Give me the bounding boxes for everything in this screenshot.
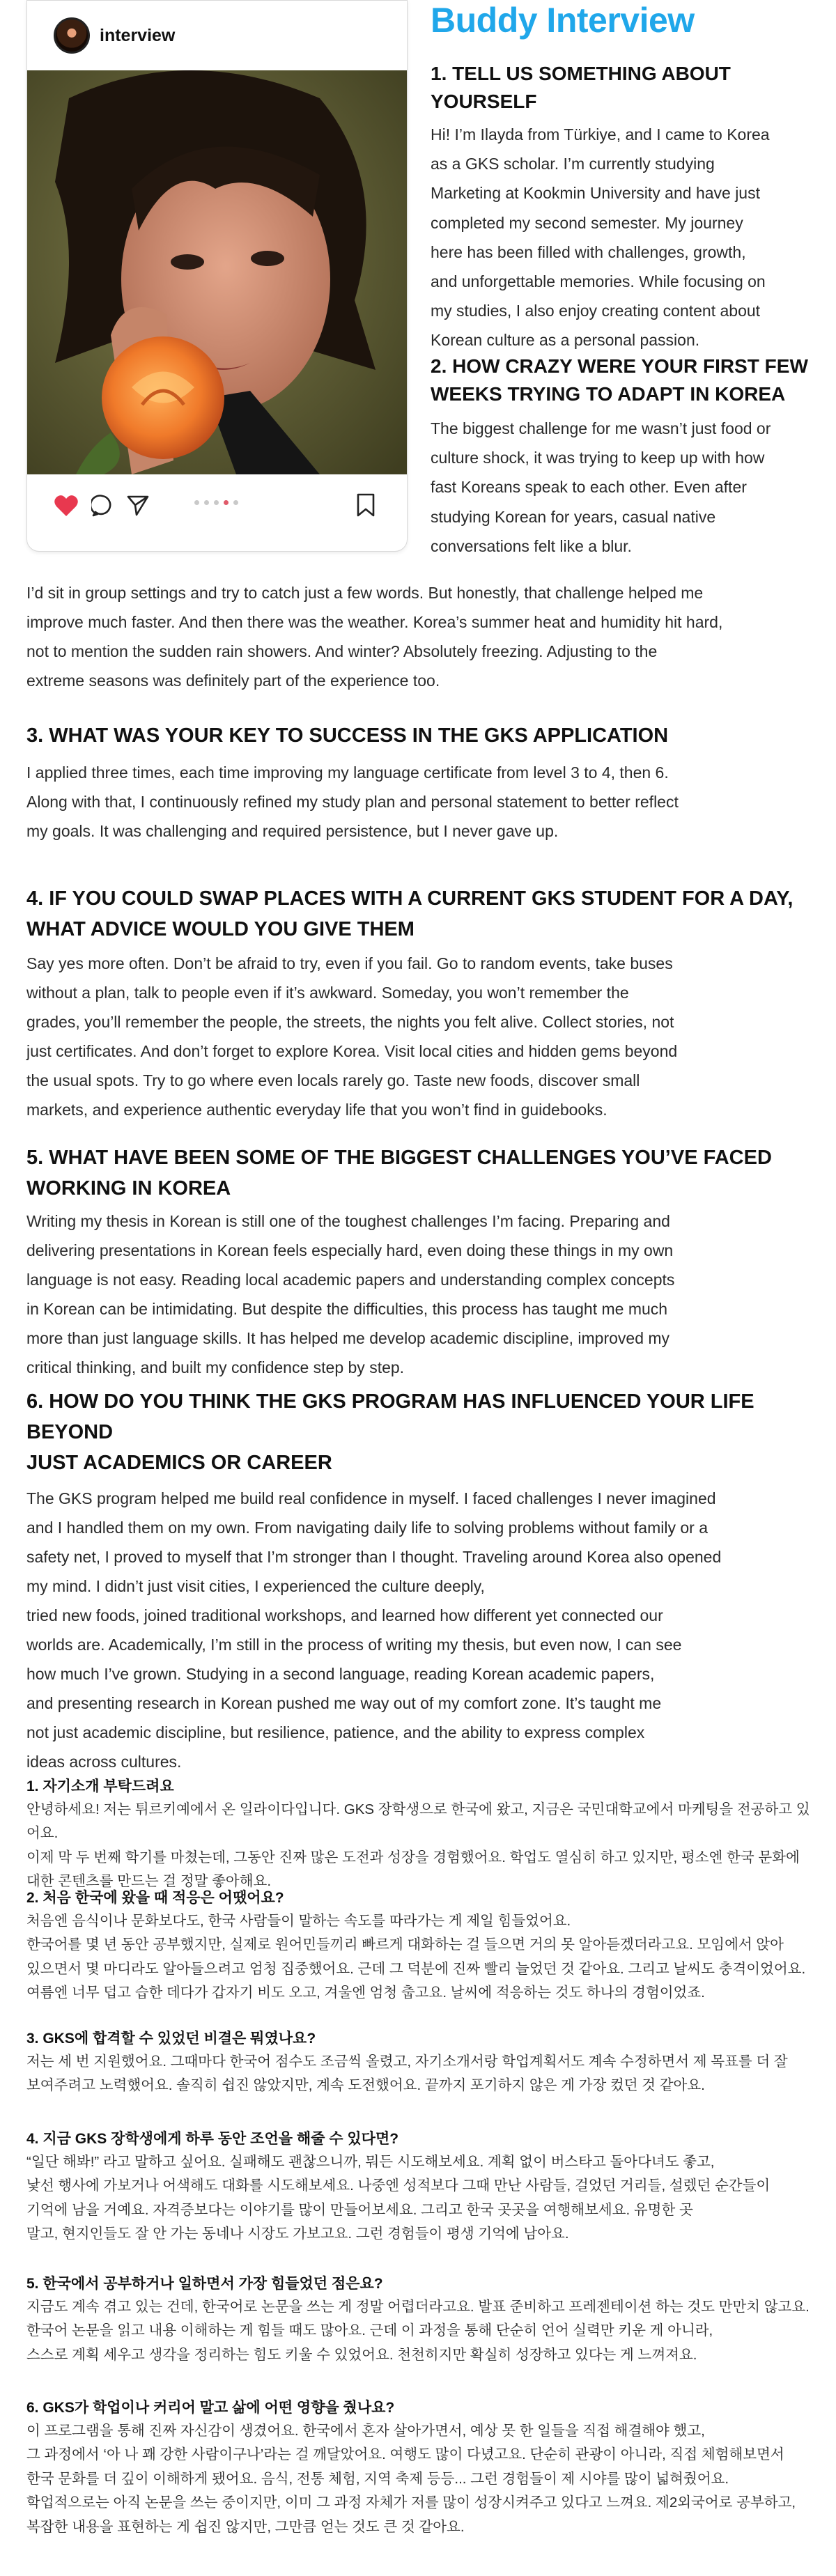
- q6-text-line: my mind. I didn’t just visit cities, I experienced the culture deeply,: [26, 1577, 485, 1595]
- q5-text-line: critical thinking, and built my confidence step by step.: [26, 1358, 405, 1376]
- ko-section-4: [26, 2127, 814, 2247]
- ko-6-text-line: 복잡한 내용을 표현하는 게 쉽진 않지만, 그만큼 얻는 것도 큰 것 같아요.: [26, 2518, 465, 2535]
- q5-heading-line: 5. WHAT HAVE BEEN SOME OF THE BIGGEST CHALLENGES YOU’VE FACED: [26, 1147, 772, 1169]
- section-q1: [431, 60, 821, 355]
- q2-heading-line: WEEKS TRYING TO ADAPT IN KOREA: [431, 383, 786, 405]
- carousel-dot-active[interactable]: [224, 500, 229, 505]
- q1-text-line: Korean culture as a personal passion.: [431, 331, 700, 350]
- page-title: Buddy Interview: [431, 1, 695, 40]
- q1-text-line: here has been filled with challenges, growth,: [431, 242, 746, 261]
- post-header: [27, 1, 407, 70]
- ko-3-heading: 3. GKS에 합격할 수 있었던 비결은 뭐였나요?: [26, 2031, 316, 2047]
- comment-icon[interactable]: [91, 494, 114, 521]
- q2-text-line: I’d sit in group settings and try to catch just a few words. But honestly, that challenge helped me: [26, 584, 704, 602]
- ko-4-text-line: 말고, 현지인들도 잘 안 가는 동네나 시장도 가보고요. 그런 경험들이 평생 기억에 남아요.: [26, 2226, 569, 2242]
- section-q5: [26, 1142, 814, 1382]
- ko-6-heading: 6. GKS가 학업이나 커리어 말고 삶에 어떤 영향을 줬나요?: [26, 2400, 395, 2416]
- q6-text-line: not just academic discipline, but resilience, patience, and the ability to express complex: [26, 1723, 645, 1741]
- ko-1-heading: 1. 자기소개 부탁드려요: [26, 1778, 174, 1794]
- q1-text-line: Hi! I’m Ilayda from Türkiye, and I came to Korea: [431, 125, 770, 143]
- q1-text-line: and unforgettable memories. While focusing on: [431, 272, 766, 291]
- q6-text-line: The GKS program helped me build real confidence in myself. I faced challenges I never imagined: [26, 1489, 716, 1507]
- q3-text-line: Along with that, I continuously refined my study plan and personal statement to better reflect: [26, 793, 679, 811]
- ko-2-text-line: 있으면서 몇 마디라도 알아들으려고 엄청 집중했어요. 근데 그 덕분에 진짜 빨리 늘었던 것 같아요. 그리고 날씨도 충격이었어요.: [26, 1960, 806, 1977]
- q5-text-line: Writing my thesis in Korean is still one of the toughest challenges I’m facing. Preparing and: [26, 1212, 670, 1230]
- q5-text-line: language is not easy. Reading local academic papers and understanding complex concepts: [26, 1271, 675, 1289]
- q2-text-line: improve much faster. And then there was the weather. Korea’s summer heat and humidity hit hard,: [26, 613, 723, 631]
- carousel-dot[interactable]: [233, 500, 238, 505]
- ko-1-text-line: 이제 막 두 번째 학기를 마쳤는데, 그동안 진짜 많은 도전과 성장을 경험했어요. 학업도 열심히 하고 있지만, 평소엔 한국 문화에: [26, 1849, 800, 1865]
- ko-5-text-line: 한국어 논문을 읽고 내용 이해하는 게 힘들 때도 많아요. 근데 이 과정을 통해 단순히 언어 실력만 키운 게 아니라,: [26, 2322, 713, 2339]
- ko-1-text-line: 안녕하세요! 저는 튀르키예에서 온 일라이다입니다. GKS 장학생으로 한국에 왔고, 지금은 국민대학교에서 마케팅을 전공하고 있어요.: [26, 1801, 810, 1842]
- q2-heading-line: 2. HOW CRAZY WERE YOUR FIRST FEW: [431, 355, 808, 377]
- ko-3-text-line: 저는 세 번 지원했어요. 그때마다 한국어 점수도 조금씩 올렸고, 자기소개서랑 학업계획서도 계속 수정하면서 제 목표를 더 잘: [26, 2054, 788, 2070]
- q1-heading: 1. TELL US SOMETHING ABOUT YOURSELF: [431, 63, 731, 112]
- q4-heading-line: WHAT ADVICE WOULD YOU GIVE THEM: [26, 918, 415, 940]
- q5-text-line: in Korean can be intimidating. But despite the difficulties, this process has taught me much: [26, 1300, 668, 1318]
- q6-heading-line: 6. HOW DO YOU THINK THE GKS PROGRAM HAS INFLUENCED YOUR LIFE BEYOND: [26, 1390, 754, 1443]
- ko-5-heading: 5. 한국에서 공부하거나 일하면서 가장 힘들었던 점은요?: [26, 2276, 383, 2292]
- q2-text-line: The biggest challenge for me wasn’t just food or: [431, 419, 771, 437]
- ko-5-text-line: 스스로 계획 세우고 생각을 정리하는 힘도 키울 수 있었어요. 천천히지만 확실히 성장하고 있다는 게 느껴져요.: [26, 2346, 697, 2363]
- ko-2-text-line: 처음엔 음식이나 문화보다도, 한국 사람들이 말하는 속도를 따라가는 게 제일 힘들었어요.: [26, 1913, 571, 1929]
- heart-icon[interactable]: [54, 494, 79, 521]
- q4-text-line: Say yes more often. Don’t be afraid to try, even if you fail. Go to random events, take buses: [26, 954, 673, 972]
- q6-heading-line: JUST ACADEMICS OR CAREER: [26, 1452, 332, 1474]
- section-q2: [431, 352, 821, 561]
- share-icon[interactable]: [126, 493, 150, 520]
- post-photo: [27, 70, 407, 474]
- q6-text-line: ideas across cultures.: [26, 1753, 182, 1771]
- section-q4: [26, 883, 814, 1124]
- q1-text-line: as a GKS scholar. I’m currently studying: [431, 155, 715, 173]
- ko-3-text-line: 보여주려고 노력했어요. 솔직히 쉽진 않았지만, 계속 도전했어요. 끝까지 포기하지 않은 게 가장 컸던 것 같아요.: [26, 2077, 705, 2094]
- post-username[interactable]: interview: [100, 25, 176, 45]
- carousel-dot[interactable]: [204, 500, 209, 505]
- section-q6: [26, 1386, 814, 1776]
- ko-2-text-line: 여름엔 너무 덥고 습한 데다가 갑자기 비도 오고, 겨울엔 엄청 춥고요. 날씨에 적응하는 것도 하나의 경험이었죠.: [26, 1985, 705, 2001]
- q2-text-line: studying Korean for years, casual native: [431, 507, 716, 526]
- q6-text-line: and presenting research in Korean pushed me way out of my comfort zone. It’s taught me: [26, 1694, 662, 1712]
- section-q2-continued: [26, 578, 814, 695]
- q4-text-line: markets, and experience authentic everyday life that you won’t find in guidebooks.: [26, 1101, 607, 1119]
- q2-text-line: culture shock, it was trying to keep up with how: [431, 449, 765, 467]
- q1-text-line: Marketing at Kookmin University and have just: [431, 184, 760, 203]
- carousel-dot[interactable]: [194, 500, 199, 505]
- ko-4-text-line: 낯선 행사에 가보거나 어색해도 대화를 시도해보세요. 나중엔 성적보다 그때 만난 사람들, 걸었던 거리들, 설렜던 순간들이: [26, 2178, 771, 2194]
- q3-heading: 3. WHAT WAS YOUR KEY TO SUCCESS IN THE GKS APPLICATION: [26, 724, 669, 747]
- ko-6-text-line: 이 프로그램을 통해 진짜 자신감이 생겼어요. 한국에서 혼자 살아가면서, 예상 못 한 일들을 직접 해결해야 했고,: [26, 2423, 705, 2439]
- q5-text-line: delivering presentations in Korean feels especially hard, even doing these things in my own: [26, 1241, 674, 1259]
- ko-section-6: [26, 2396, 814, 2539]
- ko-section-3: [26, 2027, 814, 2098]
- ko-6-text-line: 한국 문화를 더 깊이 이해하게 됐어요. 음식, 전통 체험, 지역 축제 등등... 그런 경험들이 제 시야를 많이 넓혀줬어요.: [26, 2470, 729, 2487]
- q6-text-line: worlds are. Academically, I’m still in the process of writing my thesis, but even now, I can see: [26, 1636, 682, 1654]
- q4-text-line: the usual spots. Try to go where even locals rarely go. Taste new foods, discover small: [26, 1071, 640, 1089]
- q6-text-line: tried new foods, joined traditional workshops, and learned how different yet connected our: [26, 1606, 663, 1624]
- carousel-dot[interactable]: [214, 500, 219, 505]
- q6-text-line: safety net, I proved to myself that I’m stronger than I thought. Traveling around Korea also opened: [26, 1548, 722, 1566]
- ko-section-5: [26, 2272, 814, 2367]
- q4-text-line: grades, you’ll remember the people, the streets, the nights you felt alive. Collect stories, not: [26, 1013, 674, 1031]
- q4-text-line: just certificates. And don’t forget to explore Korea. Visit local cities and hidden gems beyond: [26, 1042, 678, 1060]
- q2-text-line: fast Koreans speak to each other. Even after: [431, 478, 747, 497]
- q6-text-line: and I handled them on my own. From navigating daily life to solving problems without family or a: [26, 1519, 708, 1537]
- post-actions: [27, 474, 407, 550]
- section-q3: [26, 720, 814, 846]
- q1-text-line: my studies, I also enjoy creating content about: [431, 302, 761, 320]
- ko-section-1: [26, 1775, 814, 1894]
- carousel-indicator: [194, 500, 238, 505]
- q5-heading-line: WORKING IN KOREA: [26, 1177, 231, 1200]
- bookmark-icon[interactable]: [356, 492, 376, 521]
- portrait-illustration: [27, 70, 407, 474]
- instagram-post-card: [26, 0, 408, 552]
- q4-text-line: without a plan, talk to people even if it’s awkward. Someday, you won’t remember the: [26, 984, 629, 1002]
- q1-text-line: completed my second semester. My journey: [431, 213, 743, 232]
- ko-2-heading: 2. 처음 한국에 왔을 때 적응은 어땠어요?: [26, 1890, 284, 1906]
- q3-text-line: my goals. It was challenging and required persistence, but I never gave up.: [26, 822, 559, 840]
- ko-2-text-line: 한국어를 몇 년 동안 공부했지만, 실제로 원어민들끼리 빠르게 대화하는 걸 들으면 거의 못 알아듣겠더라고요. 모임에서 앉아: [26, 1937, 784, 1953]
- q6-text-line: how much I’ve grown. Studying in a second language, reading Korean academic papers,: [26, 1665, 655, 1683]
- avatar[interactable]: [54, 17, 90, 54]
- ko-5-text-line: 지금도 계속 겪고 있는 건데, 한국어로 논문을 쓰는 게 정말 어렵더라고요. 발표 준비하고 프레젠테이션 하는 것도 만만치 않고요.: [26, 2299, 810, 2315]
- ko-4-text-line: 기억에 남을 거예요. 자격증보다는 이야기를 많이 만들어보세요. 그리고 한국 곳곳을 여행해보세요. 유명한 곳: [26, 2201, 693, 2218]
- ko-4-heading: 4. 지금 GKS 장학생에게 하루 동안 조언을 해줄 수 있다면?: [26, 2131, 399, 2147]
- ko-6-text-line: 학업적으로는 아직 논문을 쓰는 중이지만, 이미 그 과정 자체가 저를 많이 성장시켜주고 있다고 느껴요. 제2외국어로 공부하고,: [26, 2494, 796, 2511]
- q5-text-line: more than just language skills. It has helped me develop academic discipline, improved my: [26, 1329, 670, 1347]
- q4-heading-line: 4. IF YOU COULD SWAP PLACES WITH A CURRENT GKS STUDENT FOR A DAY,: [26, 887, 794, 910]
- q2-text-line: extreme seasons was definitely part of the experience too.: [26, 672, 440, 690]
- ko-section-2: [26, 1886, 814, 2005]
- q3-text-line: I applied three times, each time improving my language certificate from level 3 to 4, then 6.: [26, 763, 669, 782]
- q2-text-line: not to mention the sudden rain showers. And winter? Absolutely freezing. Adjusting to the: [26, 642, 658, 660]
- q2-text-line: conversations felt like a blur.: [431, 536, 632, 555]
- ko-6-text-line: 그 과정에서 ‘아 나 꽤 강한 사람이구나’라는 걸 깨달았어요. 여행도 많이 다녔고요. 단순히 관광이 아니라, 직접 체험해보면서: [26, 2446, 784, 2463]
- ko-1-text-line: 대한 콘텐츠를 만드는 걸 정말 좋아해요.: [26, 1873, 272, 1890]
- ko-4-text-line: “일단 해봐!” 라고 말하고 싶어요. 실패해도 괜찮으니까, 뭐든 시도해보세요. 계획 없이 버스타고 돌아다녀도 좋고,: [26, 2154, 715, 2170]
